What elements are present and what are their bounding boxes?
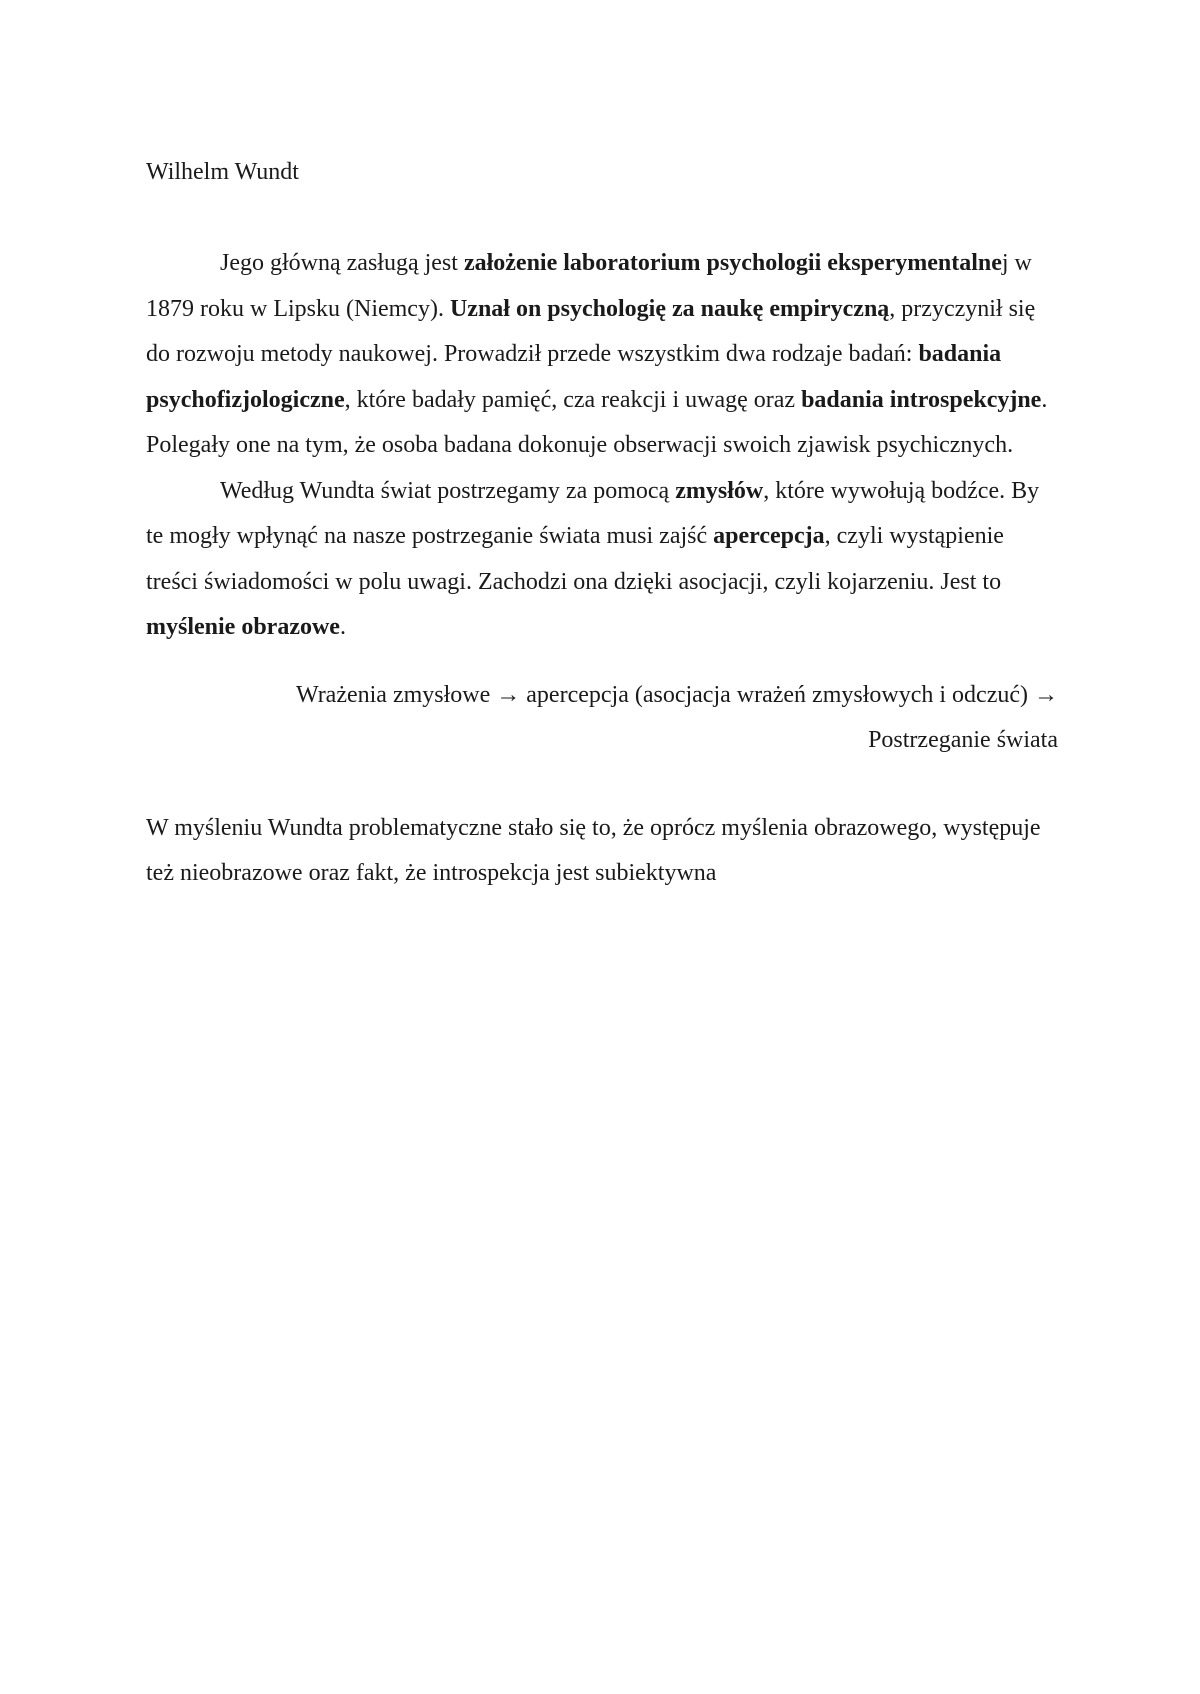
text-run: j w 1879 roku w Lipsku (Niemcy).	[146, 250, 1032, 322]
bold-senses: zmysłów	[675, 477, 764, 504]
flow-line-1: Wrażenia zmysłowe → apercepcja (asocjacja wrażeń zmysłowych i odczuć) →	[296, 681, 1058, 708]
text-run: , które wywołują bodźce. By te mogły wpłynąć na nasze postrzeganie świata musi zajść	[146, 477, 1040, 549]
text-run: , przyczynił się do rozwoju metody naukowej. Prowadził przede wszystkim dwa rodzaje badań:	[146, 295, 1036, 367]
document-title: Wilhelm Wundt	[146, 159, 299, 185]
perception-flow	[146, 651, 1058, 764]
bold-psychophysiological: badania psychofizjologiczne	[146, 341, 1002, 413]
text-run: Według Wundta świat postrzegamy za pomocą	[220, 477, 676, 504]
text-run: , czyli wystąpienie treści świadomości w polu uwagi. Zachodzi ona dzięki asocjacji, czyli kojarzeniu. Jest to	[146, 523, 1004, 595]
bold-apperception: apercepcja	[713, 523, 825, 549]
paragraph-laboratory	[146, 241, 1058, 469]
text-run: , które badały pamięć, cza reakcji i uwagę oraz	[344, 386, 802, 413]
bold-introspective: badania introspekcyjne	[801, 386, 1042, 413]
text-run: Jego główną zasługą jest	[220, 250, 464, 276]
text-run: . Polegały one na tym, że osoba badana dokonuje obserwacji swoich zjawisk psychicznych.	[146, 386, 1048, 458]
bold-image-thinking: myślenie obrazowe	[146, 614, 340, 640]
document-content	[146, 150, 1058, 897]
blank-line	[146, 196, 1058, 242]
flow-line-2: Postrzeganie świata	[868, 727, 1058, 753]
paragraph-perception	[146, 469, 1058, 651]
bold-empirical-science: Uznał on psychologię za naukę empiryczną	[449, 295, 890, 322]
text-run: .	[339, 614, 346, 640]
bold-laboratory: założenie laboratorium psychologii eksperymentalne	[463, 250, 1002, 276]
paragraph-critique: W myśleniu Wundta problematyczne stało się to, że oprócz myślenia obrazowego, występuje też nieobrazowe oraz fakt, że introspekcja jest subiektywna	[146, 814, 1041, 886]
